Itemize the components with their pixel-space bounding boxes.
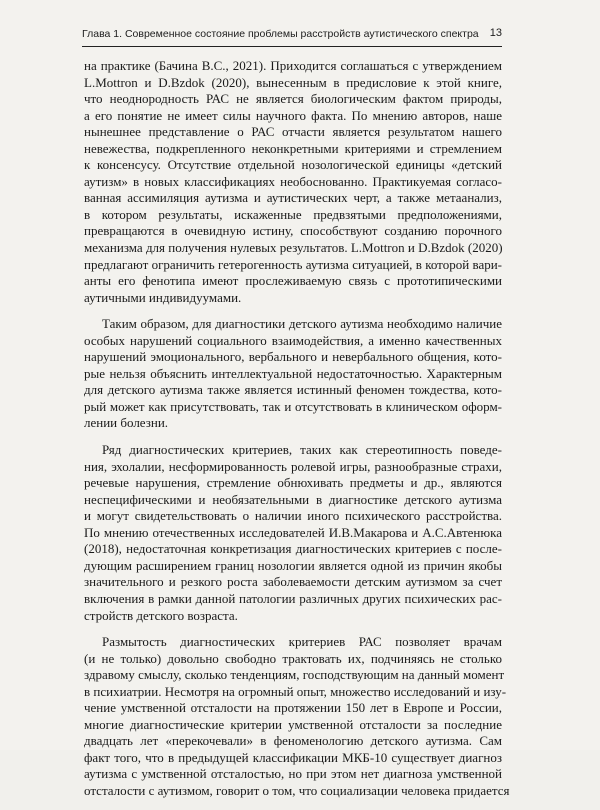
running-header — [82, 24, 502, 47]
text-line: (2018), недостаточная конкретизация диагностических критериев с после- — [84, 541, 502, 557]
text-line: рые нельзя объяснить интеллектуальной недостаточностью. Характерным — [84, 365, 502, 381]
text-line: механизма для получения нулевых результатов. L.Mottron и D.Bzdok (2020) — [84, 240, 503, 256]
text-line: включения в рамки данной патологии различных других психических рас- — [84, 590, 502, 606]
text-line: невежества, подкрепленного неконкретными критериями и стремлением — [84, 140, 502, 156]
paragraph — [84, 316, 502, 432]
text-line: а его понятие не имеет силы научного факта. По мнению авторов, наше — [84, 107, 502, 123]
text-line: в котором результаты, искаженные предвзятыми предположениями, — [84, 206, 502, 222]
text-line: и могут свидетельствовать о наличии иного психического расстройства. — [84, 508, 502, 524]
text-line: нарушений эмоционального, вербального и невербального общения, кото- — [84, 349, 502, 365]
text-line: По мнению отечественных исследователей И.В.Макарова и А.С.Автенюка — [84, 524, 502, 540]
text-line: особых нарушений социального взаимодействия, а именно качественных — [84, 332, 502, 348]
text-line: здравому смыслу, сколько тенденциям, господствующим на данный момент — [84, 667, 505, 683]
text-line: Ряд диагностических критериев, таких как стереотипность поведе- — [102, 442, 502, 458]
text-line: аутичными индивидуумами. — [84, 289, 242, 305]
body-text — [84, 58, 510, 810]
text-line: превращаются в очевидную истину, способствуют созданию порочного — [84, 223, 502, 239]
text-line: многие диагностические критерии умственной отсталости за последние — [84, 716, 502, 732]
text-line: рый может как присутствовать, так и отсутствовать в клиническом оформ- — [84, 398, 502, 414]
text-line: (и не только) довольно свободно трактовать их, подчиняясь не столько — [84, 650, 502, 666]
text-line: факт того, что в предыдущей классификации МКБ-10 существует диагноз — [84, 749, 502, 765]
text-line: аутизм» в новых классификациях необоснованно. Практикуемая согласо- — [84, 173, 502, 189]
paragraph — [84, 634, 510, 799]
text-line: речевые нарушения, стремление обнюхивать предметы и др., являются — [84, 475, 502, 491]
text-line: Таким образом, для диагностики детского аутизма необходимо наличие — [102, 316, 502, 332]
text-line: для детского аутизма также является истинный феномен тождества, кото- — [84, 382, 502, 398]
text-line: к консенсусу. Отсутствие отдельной нозологической единицы «детский — [84, 157, 502, 173]
text-line: предлагают ограничить гетерогенность аутизма ситуацией, в которой вари- — [84, 256, 502, 272]
text-line: в психиатрии. Несмотря на огромный опыт, множество исследований и изу- — [84, 683, 507, 699]
text-line: ванная ассимиляция аутизма и аутистических черт, а также метаанализ, — [84, 190, 502, 206]
text-line: дующим расширением границ нозологии является одной из причин якобы — [84, 557, 502, 573]
text-line: значительного и резкого роста заболеваемости детским аутизмом за счет — [84, 574, 502, 590]
text-line: на практике (Бачина В.С., 2021). Приходится соглашаться с утверждением — [84, 58, 502, 73]
text-line: отсталости с аутизмом, говорит о том, что социализации человека придается — [84, 782, 510, 798]
text-line: L.Mottron и D.Bzdok (2020), вынесенным в предисловие к этой книге, — [84, 74, 502, 90]
text-line: Размытость диагностических критериев РАС позволяет врачам — [102, 634, 502, 650]
text-line: двадцать лет «перекочевали» в феноменологию детского аутизма. Сам — [84, 733, 502, 749]
chapter-title: Глава 1. Современное состояние проблемы расстройств аутистического спектра — [82, 28, 479, 40]
text-line: лении болезни. — [84, 415, 169, 431]
text-line: анты его фенотипа имеют прослеживаемую связь с прототипическими — [84, 273, 502, 289]
paragraph — [84, 442, 502, 624]
text-line: ния, эхолалии, несформированность ролевой игры, разнообразные страхи, — [84, 458, 502, 474]
text-line: стройств детского возраста. — [84, 607, 238, 623]
text-line: нынешнее представление о РАС отчасти является результатом нашего — [84, 124, 502, 140]
text-line: что неоднородность РАС не является биологическим фактом природы, — [84, 91, 502, 107]
text-line: неспецифическими и необязательными в диагностике детского аутизма — [84, 491, 502, 507]
text-line: чение умственной отсталости на протяжении 150 лет в Европе и России, — [84, 700, 502, 716]
page-number: 13 — [489, 27, 502, 39]
text-line: аутизма с умственной отсталостью, но при этом нет диагноза умственной — [84, 766, 502, 782]
paragraph — [84, 58, 502, 306]
